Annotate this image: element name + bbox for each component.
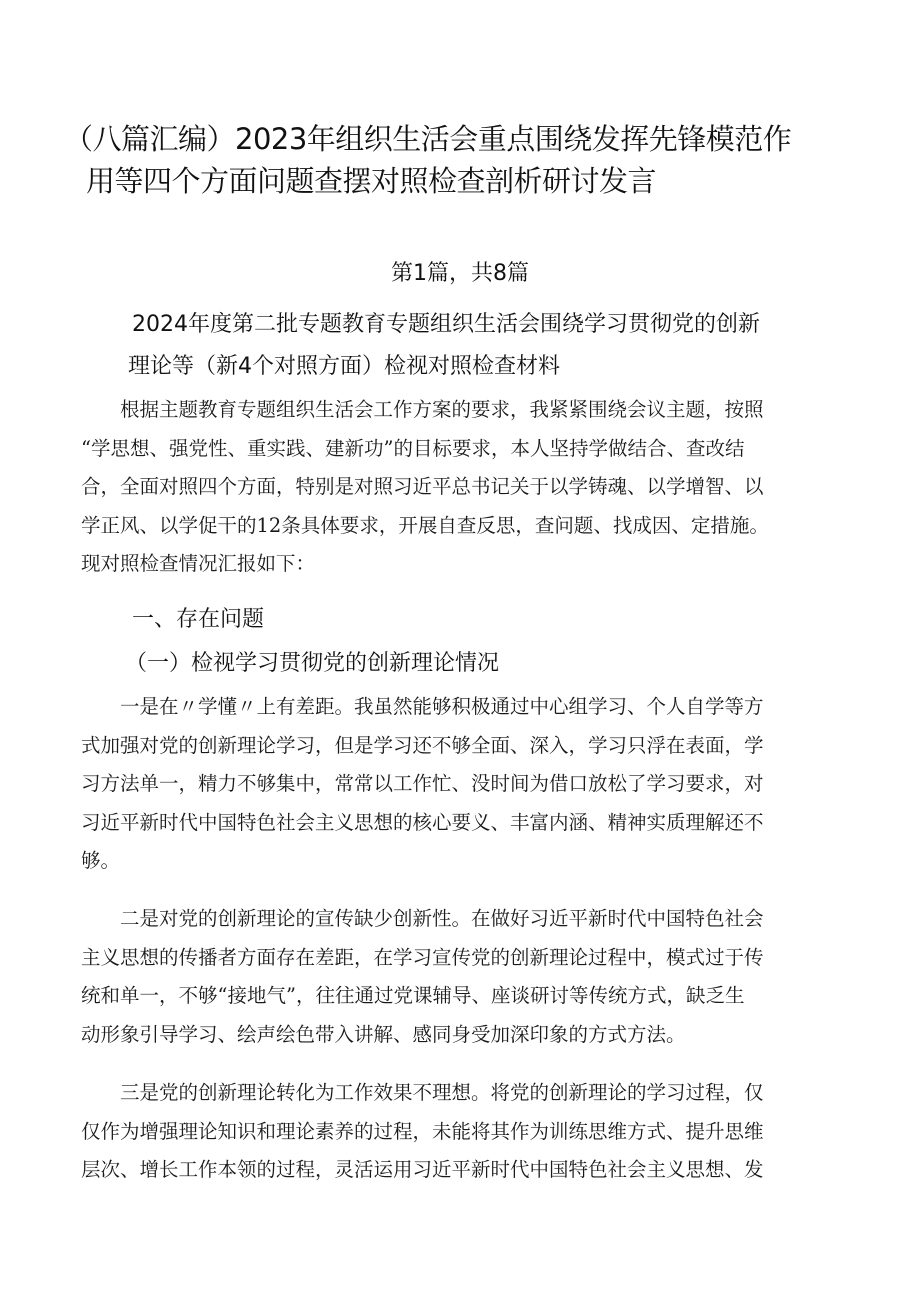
- subsection-heading: （一）检视学习贯彻党的创新理论情况: [125, 651, 500, 676]
- paragraph-line: 一是在〃学懂〃上有差距。我虽然能够积极通过中心组学习、个人自学等方: [81, 695, 764, 718]
- paragraph-line: 学正风、以学促干的12条具体要求，开展自查反思，查问题、找成因、定措施。: [81, 513, 769, 537]
- subtitle-line-1: 2024年度第二批专题教育专题组织生活会围绕学习贯彻党的创新: [132, 312, 760, 337]
- paragraph-line: 根据主题教育专题组织生活会工作方案的要求，我紧紧围绕会议主题，按照: [81, 398, 764, 421]
- part-label: 第1篇，共8篇: [391, 261, 529, 286]
- section-heading: 一、存在问题: [132, 607, 265, 632]
- paragraph-2: [81, 900, 851, 1054]
- paragraph-line: 三是党的创新理论转化为工作效果不理想。将党的创新理论的学习过程，仅: [81, 1081, 764, 1104]
- paragraph-1: [81, 688, 851, 881]
- paragraph-line: 动形象引导学习、绘声绘色带入讲解、感同身受加深印象的方式方法。: [81, 1022, 686, 1046]
- paragraph-line: 习近平新时代中国特色社会主义思想的核心要义、丰富内涵、精神实质理解还不: [81, 810, 764, 834]
- intro-paragraph: [81, 391, 851, 584]
- paragraph-line: 现对照检查情况汇报如下：: [81, 552, 316, 575]
- paragraph-line: 式加强对党的创新理论学习，但是学习还不够全面、深入，学习只浮在表面，学: [81, 733, 764, 757]
- paragraph-line: 层次、增长工作本领的过程，灵活运用习近平新时代中国特色社会主义思想、发: [81, 1158, 764, 1181]
- paragraph-line: 二是对党的创新理论的宣传缺少创新性。在做好习近平新时代中国特色社会: [81, 907, 764, 930]
- section-subtitle: [128, 304, 872, 388]
- title-line-2: 用等四个方面问题查摆对照检查剖析研讨发言: [86, 164, 657, 198]
- paragraph-line: 仅作为增强理论知识和理论素养的过程，未能将其作为训练思维方式、提升思维: [81, 1119, 764, 1143]
- paragraph-line: 统和单一，不够“接地气”，往往通过党课辅导、座谈研讨等传统方式，缺乏生: [81, 984, 745, 1007]
- paragraph-line: 主义思想的传播者方面存在差距，在学习宣传党的创新理论过程中，模式过于传: [81, 945, 764, 969]
- paragraph-line: “学思想、强党性、重实践、建新功”的目标要求，本人坚持学做结合、查改结: [81, 436, 745, 460]
- paragraph-line: 习方法单一，精力不够集中，常常以工作忙、没时间为借口放松了学习要求，对: [81, 772, 764, 795]
- paragraph-line: 够。: [81, 849, 121, 872]
- paragraph-3: [81, 1074, 851, 1190]
- document-title: [64, 118, 864, 202]
- paragraph-line: 合，全面对照四个方面，特别是对照习近平总书记关于以学铸魂、以学增智、以: [81, 475, 764, 498]
- title-line-1: （八篇汇编）2023年组织生活会重点围绕发挥先锋模范作: [64, 122, 792, 156]
- subtitle-line-2: 理论等（新4个对照方面）检视对照检查材料: [128, 354, 560, 379]
